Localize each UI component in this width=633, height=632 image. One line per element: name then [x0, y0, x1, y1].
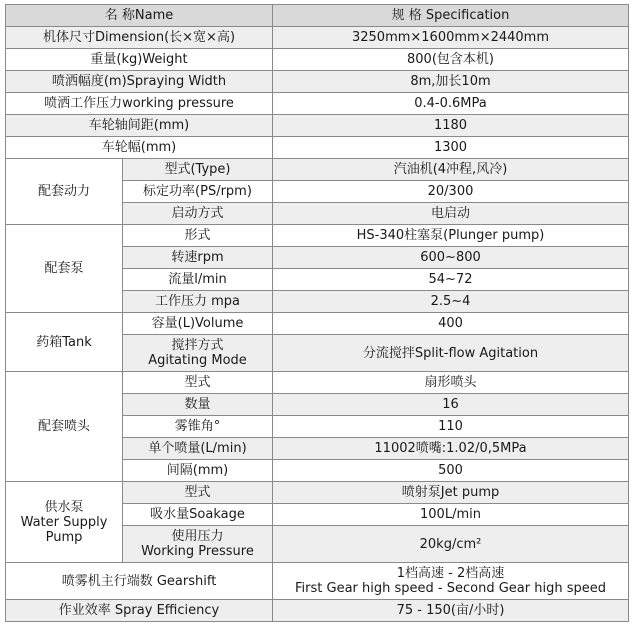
header-name: 名 称Name: [6, 5, 273, 27]
row-value: 1180: [273, 115, 629, 137]
row-value: 0.4-0.6MPa: [273, 93, 629, 115]
row-value: 100L/min: [273, 504, 629, 526]
row-label: 间隔(mm): [123, 460, 273, 482]
row-label: 雾锥角°: [123, 416, 273, 438]
row-value: 11002喷嘴:1.02/0,5MPa: [273, 438, 629, 460]
row-label: 型式: [123, 482, 273, 504]
row-value: 500: [273, 460, 629, 482]
row-label: 喷洒工作压力working pressure: [6, 93, 273, 115]
row-label: 启动方式: [123, 203, 273, 225]
row-value-line: 1档高速 - 2档高速: [396, 566, 505, 581]
row-value: 分流搅拌Split-flow Agitation: [273, 335, 629, 372]
table-row: [6, 71, 629, 93]
group-tank: 药箱Tank: [6, 313, 123, 372]
row-label: 数量: [123, 394, 273, 416]
row-value: 16: [273, 394, 629, 416]
row-label: 车轮轴间距(mm): [6, 115, 273, 137]
row-value: 20/300: [273, 181, 629, 203]
group-power: 配套动力: [6, 159, 123, 225]
table-row: [6, 600, 629, 622]
row-label: 标定功率(PS/rpm): [123, 181, 273, 203]
row-label: 型式(Type): [123, 159, 273, 181]
group-pump: 配套泵: [6, 225, 123, 313]
row-value: 8m,加长10m: [273, 71, 629, 93]
row-label: 车轮幅(mm): [6, 137, 273, 159]
row-label: 工作压力 mpa: [123, 291, 273, 313]
table-row: [6, 137, 629, 159]
row-value: [273, 563, 629, 600]
row-label: 转速rpm: [123, 247, 273, 269]
table-row: [6, 49, 629, 71]
row-value: 800(包含本机): [273, 49, 629, 71]
row-label-line: Agitating Mode: [148, 353, 247, 368]
table-row: [6, 563, 629, 600]
row-label: 喷洒幅度(m)Spraying Width: [6, 71, 273, 93]
group-label-line: Water Supply: [20, 514, 108, 530]
group-label-line: Pump: [45, 529, 83, 545]
row-label-line: 使用压力: [171, 529, 224, 544]
row-label: 流量l/min: [123, 269, 273, 291]
table-row: [6, 225, 629, 247]
row-label-line: 搅拌方式: [171, 338, 224, 353]
group-water-supply-pump: [6, 482, 123, 563]
row-value: 54~72: [273, 269, 629, 291]
row-value: 110: [273, 416, 629, 438]
row-value: HS-340柱塞泵(Plunger pump): [273, 225, 629, 247]
row-value: 喷射泵Jet pump: [273, 482, 629, 504]
row-label: 作业效率 Spray Efficiency: [6, 600, 273, 622]
row-label: 喷雾机主行端数 Gearshift: [6, 563, 273, 600]
table-row: [6, 482, 629, 504]
table-row: [6, 372, 629, 394]
table-row: [6, 27, 629, 49]
row-value: 3250mm×1600mm×2440mm: [273, 27, 629, 49]
group-nozzle: 配套喷头: [6, 372, 123, 482]
row-value: 20kg/cm²: [273, 526, 629, 563]
row-label: 形式: [123, 225, 273, 247]
row-value: 1300: [273, 137, 629, 159]
row-value: 75 - 150(亩/小时): [273, 600, 629, 622]
table-row: [6, 115, 629, 137]
row-value: 2.5~4: [273, 291, 629, 313]
row-value: 汽油机(4冲程,风冷): [273, 159, 629, 181]
specification-table: [5, 4, 629, 622]
row-label: 机体尺寸Dimension(长×宽×高): [6, 27, 273, 49]
row-value-line: First Gear high speed - Second Gear high speed: [295, 581, 606, 596]
table-row: [6, 313, 629, 335]
table-row: [6, 93, 629, 115]
table-row: [6, 159, 629, 181]
row-label: 型式: [123, 372, 273, 394]
row-label-line: Working Pressure: [141, 544, 254, 559]
table-header-row: [6, 5, 629, 27]
group-label-line: 供水泵: [44, 499, 84, 515]
row-label: [123, 526, 273, 563]
row-label: 重量(kg)Weight: [6, 49, 273, 71]
header-specification: 规 格 Specification: [273, 5, 629, 27]
row-label: 单个喷量(L/min): [123, 438, 273, 460]
row-value: 600~800: [273, 247, 629, 269]
row-value: 扇形喷头: [273, 372, 629, 394]
row-label: 容量(L)Volume: [123, 313, 273, 335]
row-label: [123, 335, 273, 372]
row-value: 400: [273, 313, 629, 335]
row-value: 电启动: [273, 203, 629, 225]
row-label: 吸水量Soakage: [123, 504, 273, 526]
